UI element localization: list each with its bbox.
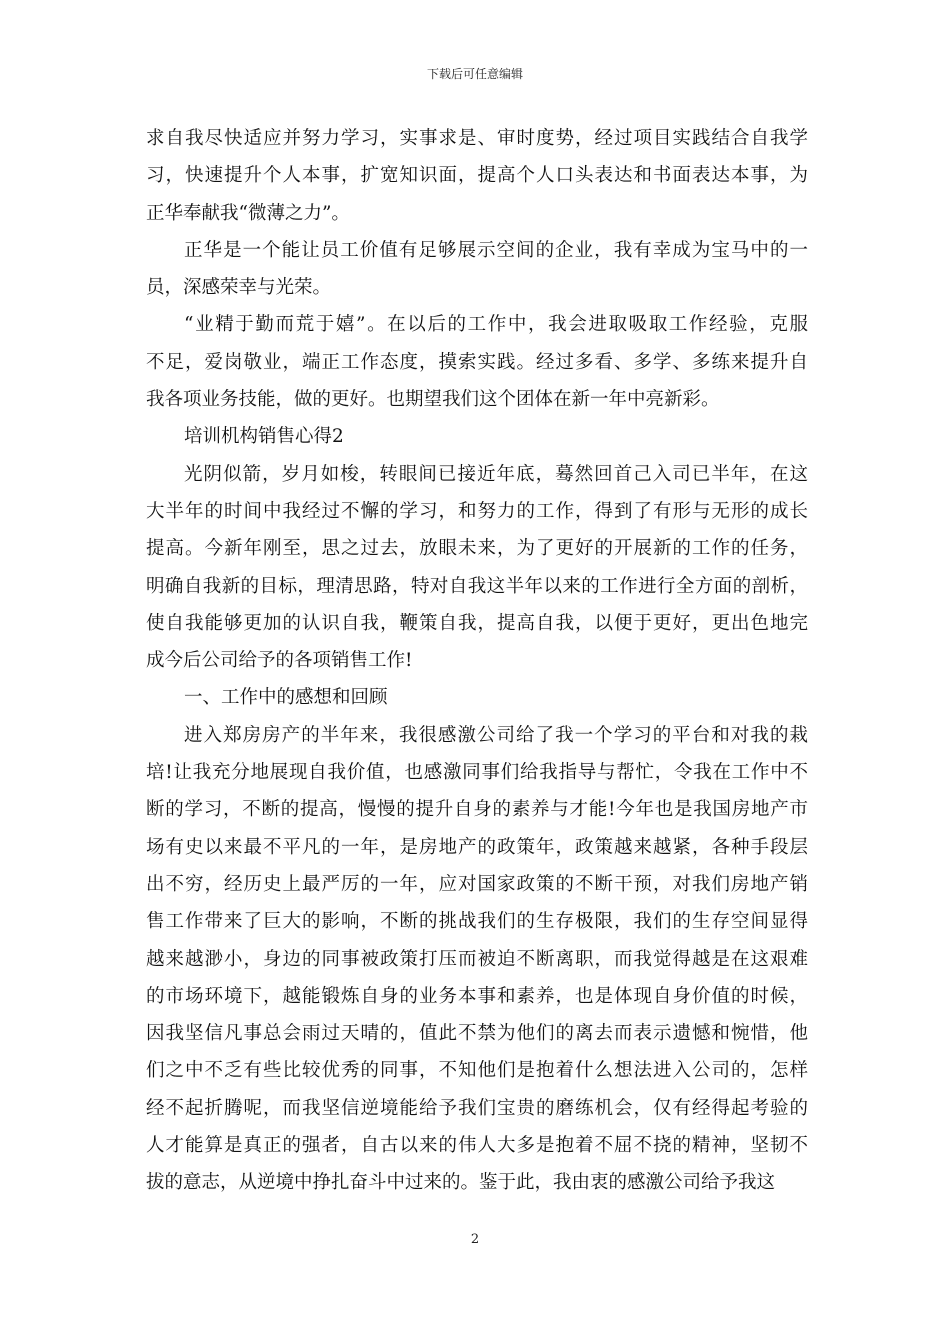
page-header: 下载后可任意编辑: [426, 67, 523, 81]
text-line: 经不起折腾呢，而我坚信逆境能给予我们宝贵的磨练机会，仅有经得起考验的: [146, 1097, 808, 1119]
text-line: 明确自我新的目标，理清思路，特对自我这半年以来的工作进行全方面的剖析，: [146, 575, 808, 597]
text-line: 的市场环境下，越能锻炼自身的业务本事和素养，也是体现自身价值的时候，: [146, 985, 808, 1007]
text-line: 大半年的时间中我经过不懈的学习，和努力的工作，得到了有形与无形的成长: [146, 500, 808, 522]
text-line: 出不穷，经历史上最严厉的一年，应对国家政策的不断干预，对我们房地产销: [146, 873, 808, 895]
text-line: 进入郑房房产的半年来，我很感激公司给了我一个学习的平台和对我的栽: [184, 724, 808, 746]
text-line: 们之中不乏有些比较优秀的同事，不知他们是抱着什么想法进入公司的，怎样: [146, 1060, 808, 1082]
text-line: 提高。今新年刚至，思之过去，放眼未来，为了更好的开展新的工作的任务，: [146, 538, 808, 560]
text-line: 培!让我充分地展现自我价值，也感激同事们给我指导与帮忙，令我在工作中不: [146, 762, 808, 784]
page-number: 2: [470, 1232, 480, 1247]
text-line: 员，深感荣幸与光荣。: [146, 277, 332, 299]
text-line: 正华是一个能让员工价值有足够展示空间的企业，我有幸成为宝马中的一: [184, 239, 808, 261]
text-line: 正华奉献我“微薄之力”。: [146, 202, 350, 224]
text-line: 人才能算是真正的强者，自古以来的伟人大多是抱着不屈不挠的精神，坚韧不: [146, 1135, 808, 1157]
paragraph: [146, 306, 808, 418]
text-line: 我各项业务技能，做的更好。也期望我们这个团体在新一年中亮新彩。: [146, 389, 720, 411]
paragraph: [146, 120, 808, 232]
text-line: 培训机构销售心得2: [184, 426, 344, 448]
text-line: 成今后公司给予的各项销售工作!: [146, 650, 413, 672]
text-line: 使自我能够更加的认识自我，鞭策自我，提高自我，以便于更好，更出色地完: [146, 612, 808, 634]
text-line: 一、工作中的感想和回顾: [184, 687, 388, 709]
text-line: 求自我尽快适应并努力学习，实事求是、审时度势，经过项目实践结合自我学: [146, 128, 808, 149]
paragraph: [146, 679, 808, 716]
text-line: 越来越渺小，身边的同事被政策打压而被迫不断离职，而我觉得越是在这艰难: [146, 948, 808, 970]
paragraph: [146, 232, 808, 307]
paragraph: [146, 418, 808, 455]
paragraph: [146, 717, 808, 1202]
paragraph: [146, 456, 808, 680]
text-line: 光阴似箭，岁月如梭，转眼间已接近年底，蓦然回首己入司已半年，在这: [184, 463, 808, 485]
document-body: [146, 120, 808, 1202]
text-line: 因我坚信凡事总会雨过天晴的，值此不禁为他们的离去而表示遗憾和惋惜，他: [146, 1023, 808, 1045]
text-line: 断的学习，不断的提高，慢慢的提升自身的素养与才能!今年也是我国房地产市: [146, 799, 808, 821]
text-line: 售工作带来了巨大的影响，不断的挑战我们的生存极限，我们的生存空间显得: [146, 911, 808, 933]
text-line: 场有史以来最不平凡的一年，是房地产的政策年，政策越来越紧，各种手段层: [146, 836, 808, 858]
text-line: 拔的意志，从逆境中挣扎奋斗中过来的。鉴于此，我由衷的感激公司给予我这: [146, 1172, 776, 1194]
text-line: 习，快速提升个人本事，扩宽知识面，提高个人口头表达和书面表达本事，为: [146, 165, 808, 187]
text-line: “业精于勤而荒于嬉”。在以后的工作中，我会进取吸取工作经验，克服: [184, 314, 808, 336]
text-line: 不足，爱岗敬业，端正工作态度，摸索实践。经过多看、多学、多练来提升自: [146, 351, 808, 373]
